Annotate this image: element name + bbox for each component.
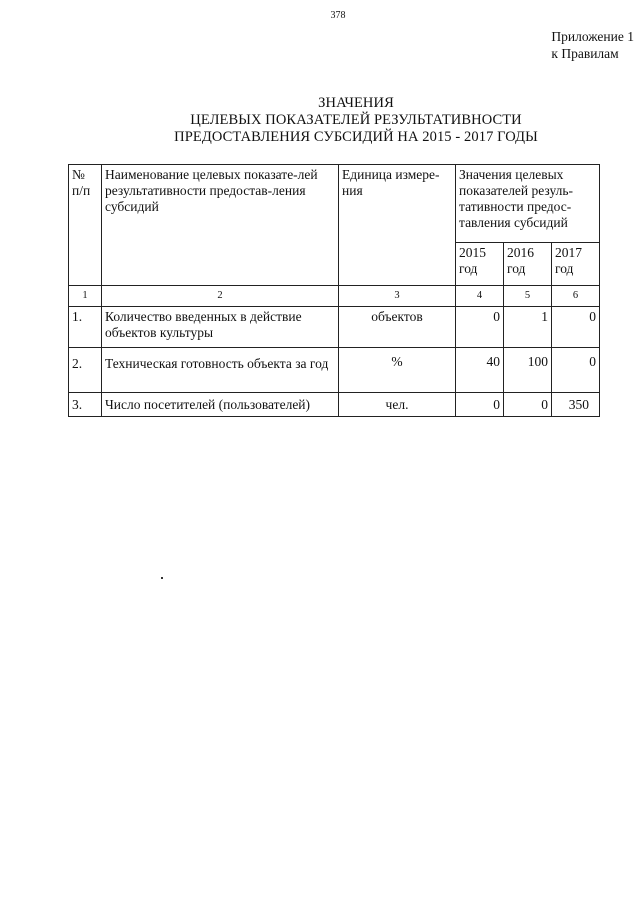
table-row — [69, 348, 600, 393]
index-cell: 4 — [456, 286, 504, 307]
row-value-2017: 350 — [552, 393, 600, 417]
header-name: Наименование целевых показате-лей результативности предостав-ления субсидий — [102, 165, 339, 286]
index-cell: 1 — [69, 286, 102, 307]
appendix-line-1: Приложение 1 — [551, 29, 634, 44]
row-value-2016: 1 — [504, 307, 552, 348]
table-row — [69, 307, 600, 348]
header-values: Значения целевых показателей резуль-тативности предос-тавления субсидий — [456, 165, 600, 243]
row-name: Количество введенных в действие объектов культуры — [102, 307, 339, 348]
header-num: № п/п — [69, 165, 102, 286]
row-unit: % — [339, 348, 456, 393]
index-cell: 3 — [339, 286, 456, 307]
row-unit: объектов — [339, 307, 456, 348]
row-value-2017: 0 — [552, 307, 600, 348]
title-line-1: ЗНАЧЕНИЯ — [318, 95, 394, 111]
document-title — [96, 95, 616, 146]
row-value-2016: 100 — [504, 348, 552, 393]
row-value-2015: 0 — [456, 393, 504, 417]
page-number: 378 — [330, 10, 346, 21]
row-value-2015: 40 — [456, 348, 504, 393]
stray-dot — [161, 577, 163, 579]
row-num: 3. — [69, 393, 102, 417]
title-line-2: ЦЕЛЕВЫХ ПОКАЗАТЕЛЕЙ РЕЗУЛЬТАТИВНОСТИ — [190, 112, 522, 128]
appendix-line-2: к Правилам — [551, 46, 619, 61]
indicators-table — [68, 164, 600, 417]
row-value-2017: 0 — [552, 348, 600, 393]
title-line-3: ПРЕДОСТАВЛЕНИЯ СУБСИДИЙ НА 2015 - 2017 ГОДЫ — [174, 129, 538, 145]
index-cell: 2 — [102, 286, 339, 307]
header-year-2016: 2016 год — [504, 243, 552, 286]
row-num: 1. — [69, 307, 102, 348]
header-unit: Единица измере-ния — [339, 165, 456, 286]
header-year-2017: 2017 год — [552, 243, 600, 286]
row-value-2015: 0 — [456, 307, 504, 348]
header-year-2015: 2015 год — [456, 243, 504, 286]
index-cell: 5 — [504, 286, 552, 307]
table-header-row — [69, 165, 600, 243]
row-name: Техническая готовность объекта за год — [102, 348, 339, 393]
appendix-note — [551, 28, 634, 62]
row-name: Число посетителей (пользователей) — [102, 393, 339, 417]
row-value-2016: 0 — [504, 393, 552, 417]
row-unit: чел. — [339, 393, 456, 417]
table-row — [69, 393, 600, 417]
row-num: 2. — [69, 348, 102, 393]
index-cell: 6 — [552, 286, 600, 307]
table-index-row — [69, 286, 600, 307]
